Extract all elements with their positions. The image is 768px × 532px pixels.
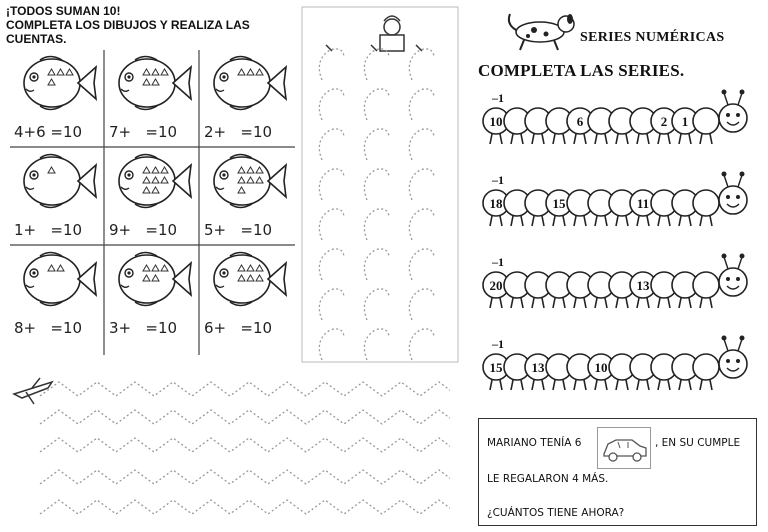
dalmatian-dog-icon <box>500 8 580 53</box>
fish-cell <box>109 253 191 338</box>
tracing-zigzag <box>40 470 450 484</box>
fish-cell <box>14 155 96 240</box>
series-number: 15 <box>489 360 503 375</box>
fish-icon <box>24 253 96 306</box>
tracing-wave <box>364 49 389 80</box>
worksheet-title <box>6 4 266 46</box>
tracing-zigzag <box>40 500 450 514</box>
caterpillar-icon <box>483 172 747 227</box>
tracing-wave <box>409 49 434 80</box>
tracing-wave <box>319 89 344 120</box>
fish-cell <box>204 57 286 142</box>
problem-line-1b: , EN SU CUMPLE <box>655 437 741 449</box>
problem-line-1a: MARIANO TENÍA 6 <box>487 437 582 449</box>
series-title: COMPLETA LAS SERIES. <box>478 61 685 80</box>
series-number: 10 <box>489 114 503 129</box>
tracing-wave <box>319 289 344 320</box>
fish-equation: 6+ =10 <box>204 319 273 337</box>
tracing-wave <box>364 289 389 320</box>
tracing-wave <box>364 249 389 280</box>
series-rule: –1 <box>492 255 504 269</box>
series-number: 18 <box>489 196 503 211</box>
tracing-wave <box>409 329 434 360</box>
tracing-wave <box>409 249 434 280</box>
tracing-wave <box>319 249 344 280</box>
tracing-wave <box>409 209 434 240</box>
caterpillar-segment <box>693 272 719 298</box>
fish-icon <box>214 155 286 208</box>
airplane-icon <box>14 378 52 404</box>
tracing-wave <box>319 49 344 80</box>
fish-equation: 4+6 =10 <box>14 123 83 141</box>
series-number: 2 <box>660 114 668 129</box>
tracing-wave <box>319 329 344 360</box>
fish-equation: 1+ =10 <box>14 221 83 239</box>
fish-icon <box>214 253 286 306</box>
tracing-wave <box>409 129 434 160</box>
tracing-wave <box>409 169 434 200</box>
tracing-zigzag <box>40 382 450 396</box>
caterpillar-segment <box>693 108 719 134</box>
series-number: 15 <box>552 196 566 211</box>
tracing-wave <box>364 169 389 200</box>
caterpillar-icon <box>483 254 747 309</box>
fish-equation: 8+ =10 <box>14 319 83 337</box>
fish-cell <box>109 155 191 240</box>
caterpillar-series <box>470 88 765 398</box>
title-line-2: COMPLETA LOS DIBUJOS Y REALIZA LAS <box>6 18 250 32</box>
series-number: 1 <box>681 114 689 129</box>
title-line-1: ¡TODOS SUMAN 10! <box>6 4 121 18</box>
fish-cell <box>14 57 96 142</box>
series-number: 13 <box>531 360 545 375</box>
fish-grid <box>10 45 295 365</box>
tracing-wave <box>364 89 389 120</box>
problem-line-2: LE REGALARON 4 MÁS. <box>487 473 609 485</box>
series-rule: –1 <box>492 173 504 187</box>
series-rule: –1 <box>492 91 504 105</box>
fish-equation: 3+ =10 <box>109 319 178 337</box>
fish-cell <box>14 253 96 338</box>
series-number: 10 <box>594 360 608 375</box>
fish-cell <box>109 57 191 142</box>
series-number: 11 <box>636 196 650 211</box>
tracing-wave <box>364 209 389 240</box>
series-number: 6 <box>576 114 584 129</box>
tracing-waves <box>300 5 460 365</box>
tracing-wave <box>319 129 344 160</box>
title-line-3: CUENTAS. <box>6 32 67 46</box>
caterpillar-segment <box>693 354 719 380</box>
cook-icon <box>380 16 404 51</box>
fish-icon <box>119 155 191 208</box>
fish-equation: 2+ =10 <box>204 123 273 141</box>
fish-cell <box>204 253 286 338</box>
caterpillar-icon <box>483 336 747 391</box>
fish-cell <box>204 155 286 240</box>
word-problem-box <box>478 418 757 526</box>
tracing-wave <box>364 329 389 360</box>
caterpillar-icon <box>483 90 747 145</box>
tracing-wave <box>364 129 389 160</box>
fish-icon <box>214 57 286 110</box>
fish-equation: 7+ =10 <box>109 123 178 141</box>
fish-icon <box>24 155 96 208</box>
series-number: 20 <box>489 278 503 293</box>
tracing-wave <box>409 289 434 320</box>
fish-icon <box>119 57 191 110</box>
fish-equation: 5+ =10 <box>204 221 273 239</box>
fish-icon <box>24 57 96 110</box>
problem-line-3: ¿CUÁNTOS TIENE AHORA? <box>487 507 625 519</box>
zigzag-tracing <box>10 370 450 530</box>
tracing-zigzag <box>40 410 450 424</box>
tracing-panel-border <box>302 7 458 362</box>
car-icon <box>598 428 650 468</box>
fish-equation: 9+ =10 <box>109 221 178 239</box>
fish-icon <box>119 253 191 306</box>
tracing-wave <box>409 89 434 120</box>
caterpillar-segment <box>693 190 719 216</box>
tracing-wave <box>319 209 344 240</box>
tracing-wave <box>319 169 344 200</box>
tracing-zigzag <box>40 438 450 452</box>
series-header: SERIES NUMÉRICAS <box>580 30 725 45</box>
series-rule: –1 <box>492 337 504 351</box>
series-number: 13 <box>636 278 650 293</box>
car-picture-frame <box>597 427 651 469</box>
